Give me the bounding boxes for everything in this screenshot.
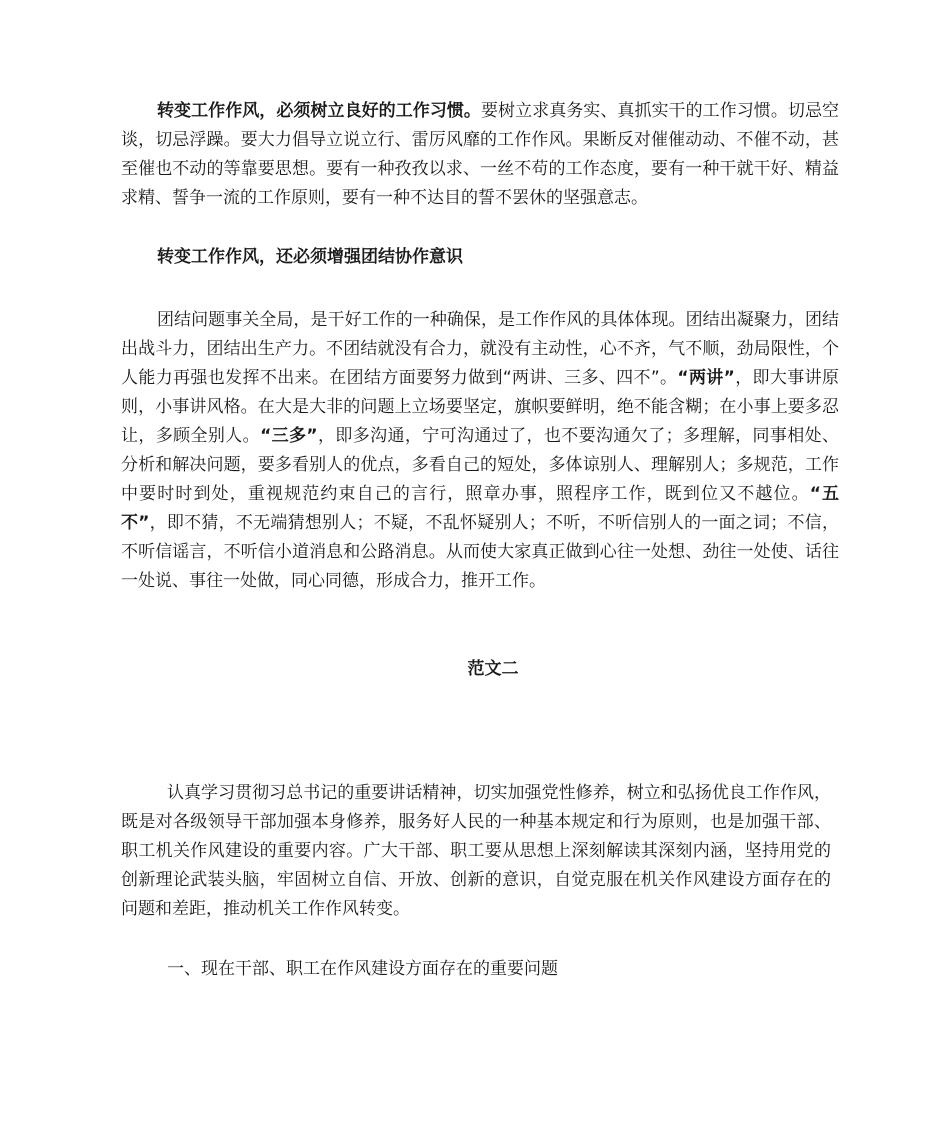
paragraph-text: 要树立求真务实、真抓实干的工作习惯。切忌空谈，切忌浮躁。要大力倡导立说立行、雷厉风靡的工作作风。果断反对催催动动、不催不动，甚至催也不动的等靠要思想。要有一种孜孜以求、一丝不苟的工作态度，要有一种干就干好、精益求精、誓争一流的工作原则，要有一种不达目的誓不罢休的坚强意志。 <box>121 101 840 208</box>
paragraph-text: ，即不猜，不无端猜想别人；不疑，不乱怀疑别人；不听，不听信别人的一面之词；不信，不听信谣言，不听信小道消息和公路消息。从而使大家真正做到心往一处想、劲往一处使、话往一处说、事往一处做，同心同德，形成合力，推开工作。 <box>121 513 839 591</box>
paragraph-teamwork <box>121 306 839 596</box>
section-heading-problems: 一、现在干部、职工在作风建设方面存在的重要问题 <box>167 959 558 979</box>
paragraph-intro-sample-two: 认真学习贯彻习总书记的重要讲话精神，切实加强党性修养，树立和弘扬优良工作作风，既是对各级领导干部加强本身修养，服务好人民的一种基本规定和行为原则，也是加强干部、职工机关作风建设的重要内容。广大干部、职工要从思想上深刻解读其深刻内涵，坚持用党的创新理论武装头脑，牢固树立自信、开放、创新的意识，自觉克服在机关作风建设方面存在的问题和差距，推动机关工作作风转变。 <box>121 783 831 919</box>
paragraph-lead-bold: 转变工作作风，必须树立良好的工作习惯。 <box>157 101 481 121</box>
paragraph-text: ，即大事讲原则，小事讲风格。在大是大非的问题上立场要坚定，旗帜要鲜明，绝不能含糊；在小事上要多忍让，多顾全别人。 <box>121 368 839 446</box>
paragraph-text: ，即多沟通，宁可沟通过了，也不要沟通欠了；多理解，同事相处、分析和解决问题，要多看别人的优点，多看自己的短处，多体谅别人、理解别人；多规范，工作中要时时到处，重视规范约束自己的言行，照章办事，照程序工作，既到位又不越位。 <box>121 426 840 504</box>
paragraph-work-habits <box>121 97 839 213</box>
sample-title: 范文二 <box>467 659 519 679</box>
section-heading-teamwork: 转变工作作风，还必须增强团结协作意识 <box>157 247 463 267</box>
term-wubu: “五不” <box>121 484 839 533</box>
term-sanduo: “三多” <box>260 426 318 446</box>
term-liangjiang: “两讲” <box>677 368 735 388</box>
paragraph-text: 团结问题事关全局，是干好工作的一种确保，是工作作风的具体体现。团结出凝聚力，团结出战斗力，团结出生产力。不团结就没有合力，就没有主动性，心不齐，气不顺，劲局限性，个人能力再强也发挥不出来。在团结方面要努力做到“两讲、三多、四不”。 <box>121 310 839 388</box>
